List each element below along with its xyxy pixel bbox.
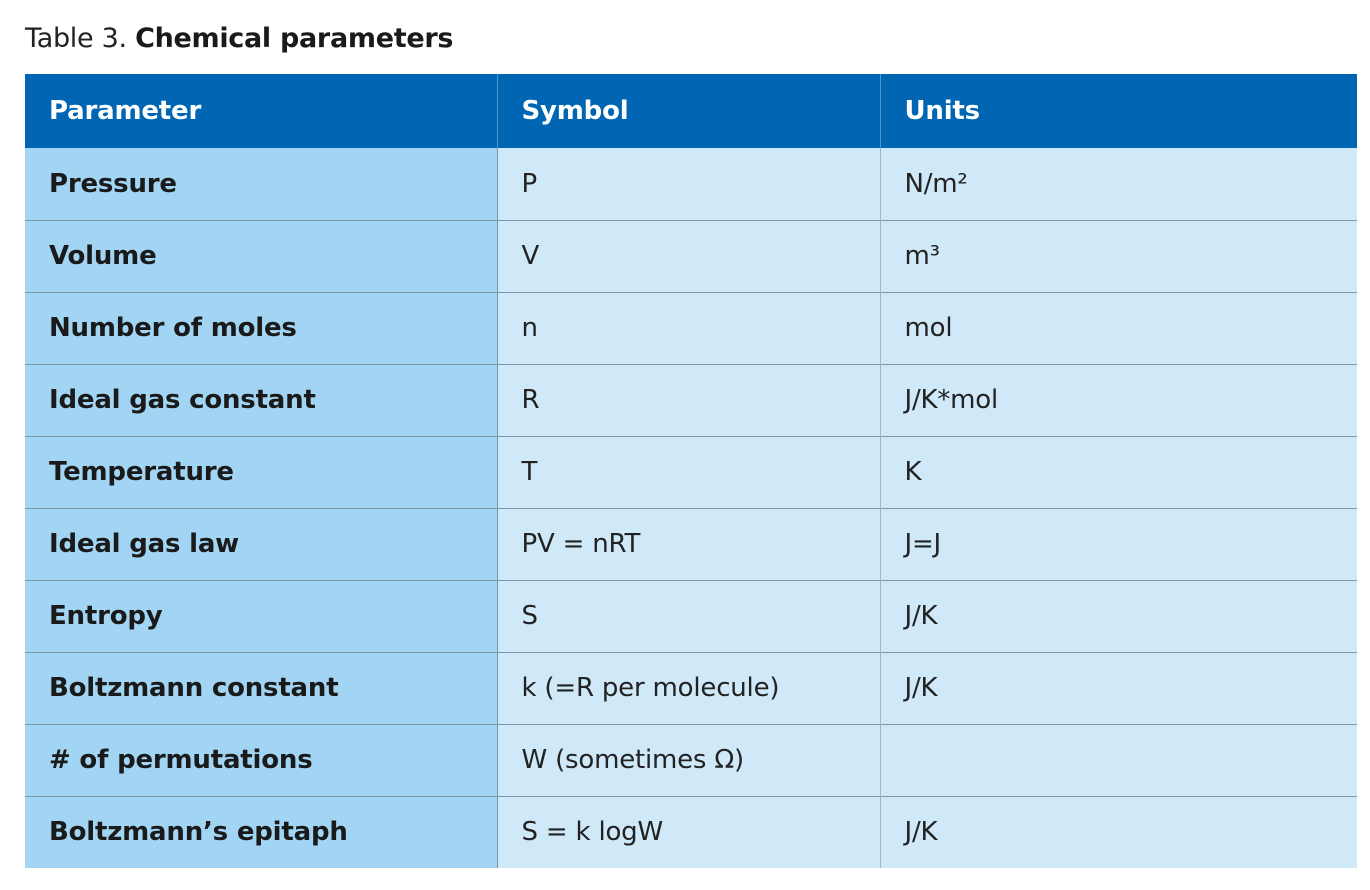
caption-title: Chemical parameters (135, 23, 454, 54)
cell-symbol: W (sometimes Ω) (497, 724, 880, 796)
table-header (25, 74, 1357, 148)
table-row (25, 796, 1357, 868)
cell-units: J/K (880, 580, 1357, 652)
table-row (25, 580, 1357, 652)
caption-number: Table 3. (25, 23, 127, 54)
table-row (25, 292, 1357, 364)
cell-parameter: Temperature (25, 436, 497, 508)
cell-parameter: Pressure (25, 148, 497, 220)
cell-parameter: Boltzmann constant (25, 652, 497, 724)
cell-parameter: Number of moles (25, 292, 497, 364)
cell-parameter: # of permutations (25, 724, 497, 796)
cell-symbol: S = k logW (497, 796, 880, 868)
cell-units: m³ (880, 220, 1357, 292)
header-parameter: Parameter (49, 96, 202, 126)
cell-units: J=J (880, 508, 1357, 580)
table-row (25, 652, 1357, 724)
table-body (25, 148, 1357, 868)
table-row (25, 724, 1357, 796)
cell-parameter: Boltzmann’s epitaph (25, 796, 497, 868)
cell-parameter: Ideal gas constant (25, 364, 497, 436)
cell-symbol: k (=R per molecule) (497, 652, 880, 724)
cell-parameter: Ideal gas law (25, 508, 497, 580)
cell-symbol: T (497, 436, 880, 508)
cell-units (880, 724, 1357, 796)
table-row (25, 508, 1357, 580)
chemical-parameters-table (25, 74, 1357, 868)
table-row (25, 364, 1357, 436)
table-row (25, 436, 1357, 508)
table-row (25, 220, 1357, 292)
cell-symbol: P (497, 148, 880, 220)
cell-units: N/m² (880, 148, 1357, 220)
cell-symbol: n (497, 292, 880, 364)
cell-units: mol (880, 292, 1357, 364)
table-caption (25, 20, 453, 58)
cell-units: J/K (880, 796, 1357, 868)
cell-units: K (880, 436, 1357, 508)
cell-units: J/K*mol (880, 364, 1357, 436)
cell-symbol: S (497, 580, 880, 652)
header-symbol: Symbol (497, 74, 880, 148)
cell-symbol: V (497, 220, 880, 292)
header-units: Units (880, 74, 1357, 148)
cell-symbol: PV = nRT (497, 508, 880, 580)
cell-units: J/K (880, 652, 1357, 724)
table-row (25, 148, 1357, 220)
cell-parameter: Volume (25, 220, 497, 292)
cell-parameter: Entropy (25, 580, 497, 652)
header-row (25, 74, 1357, 148)
cell-symbol: R (497, 364, 880, 436)
